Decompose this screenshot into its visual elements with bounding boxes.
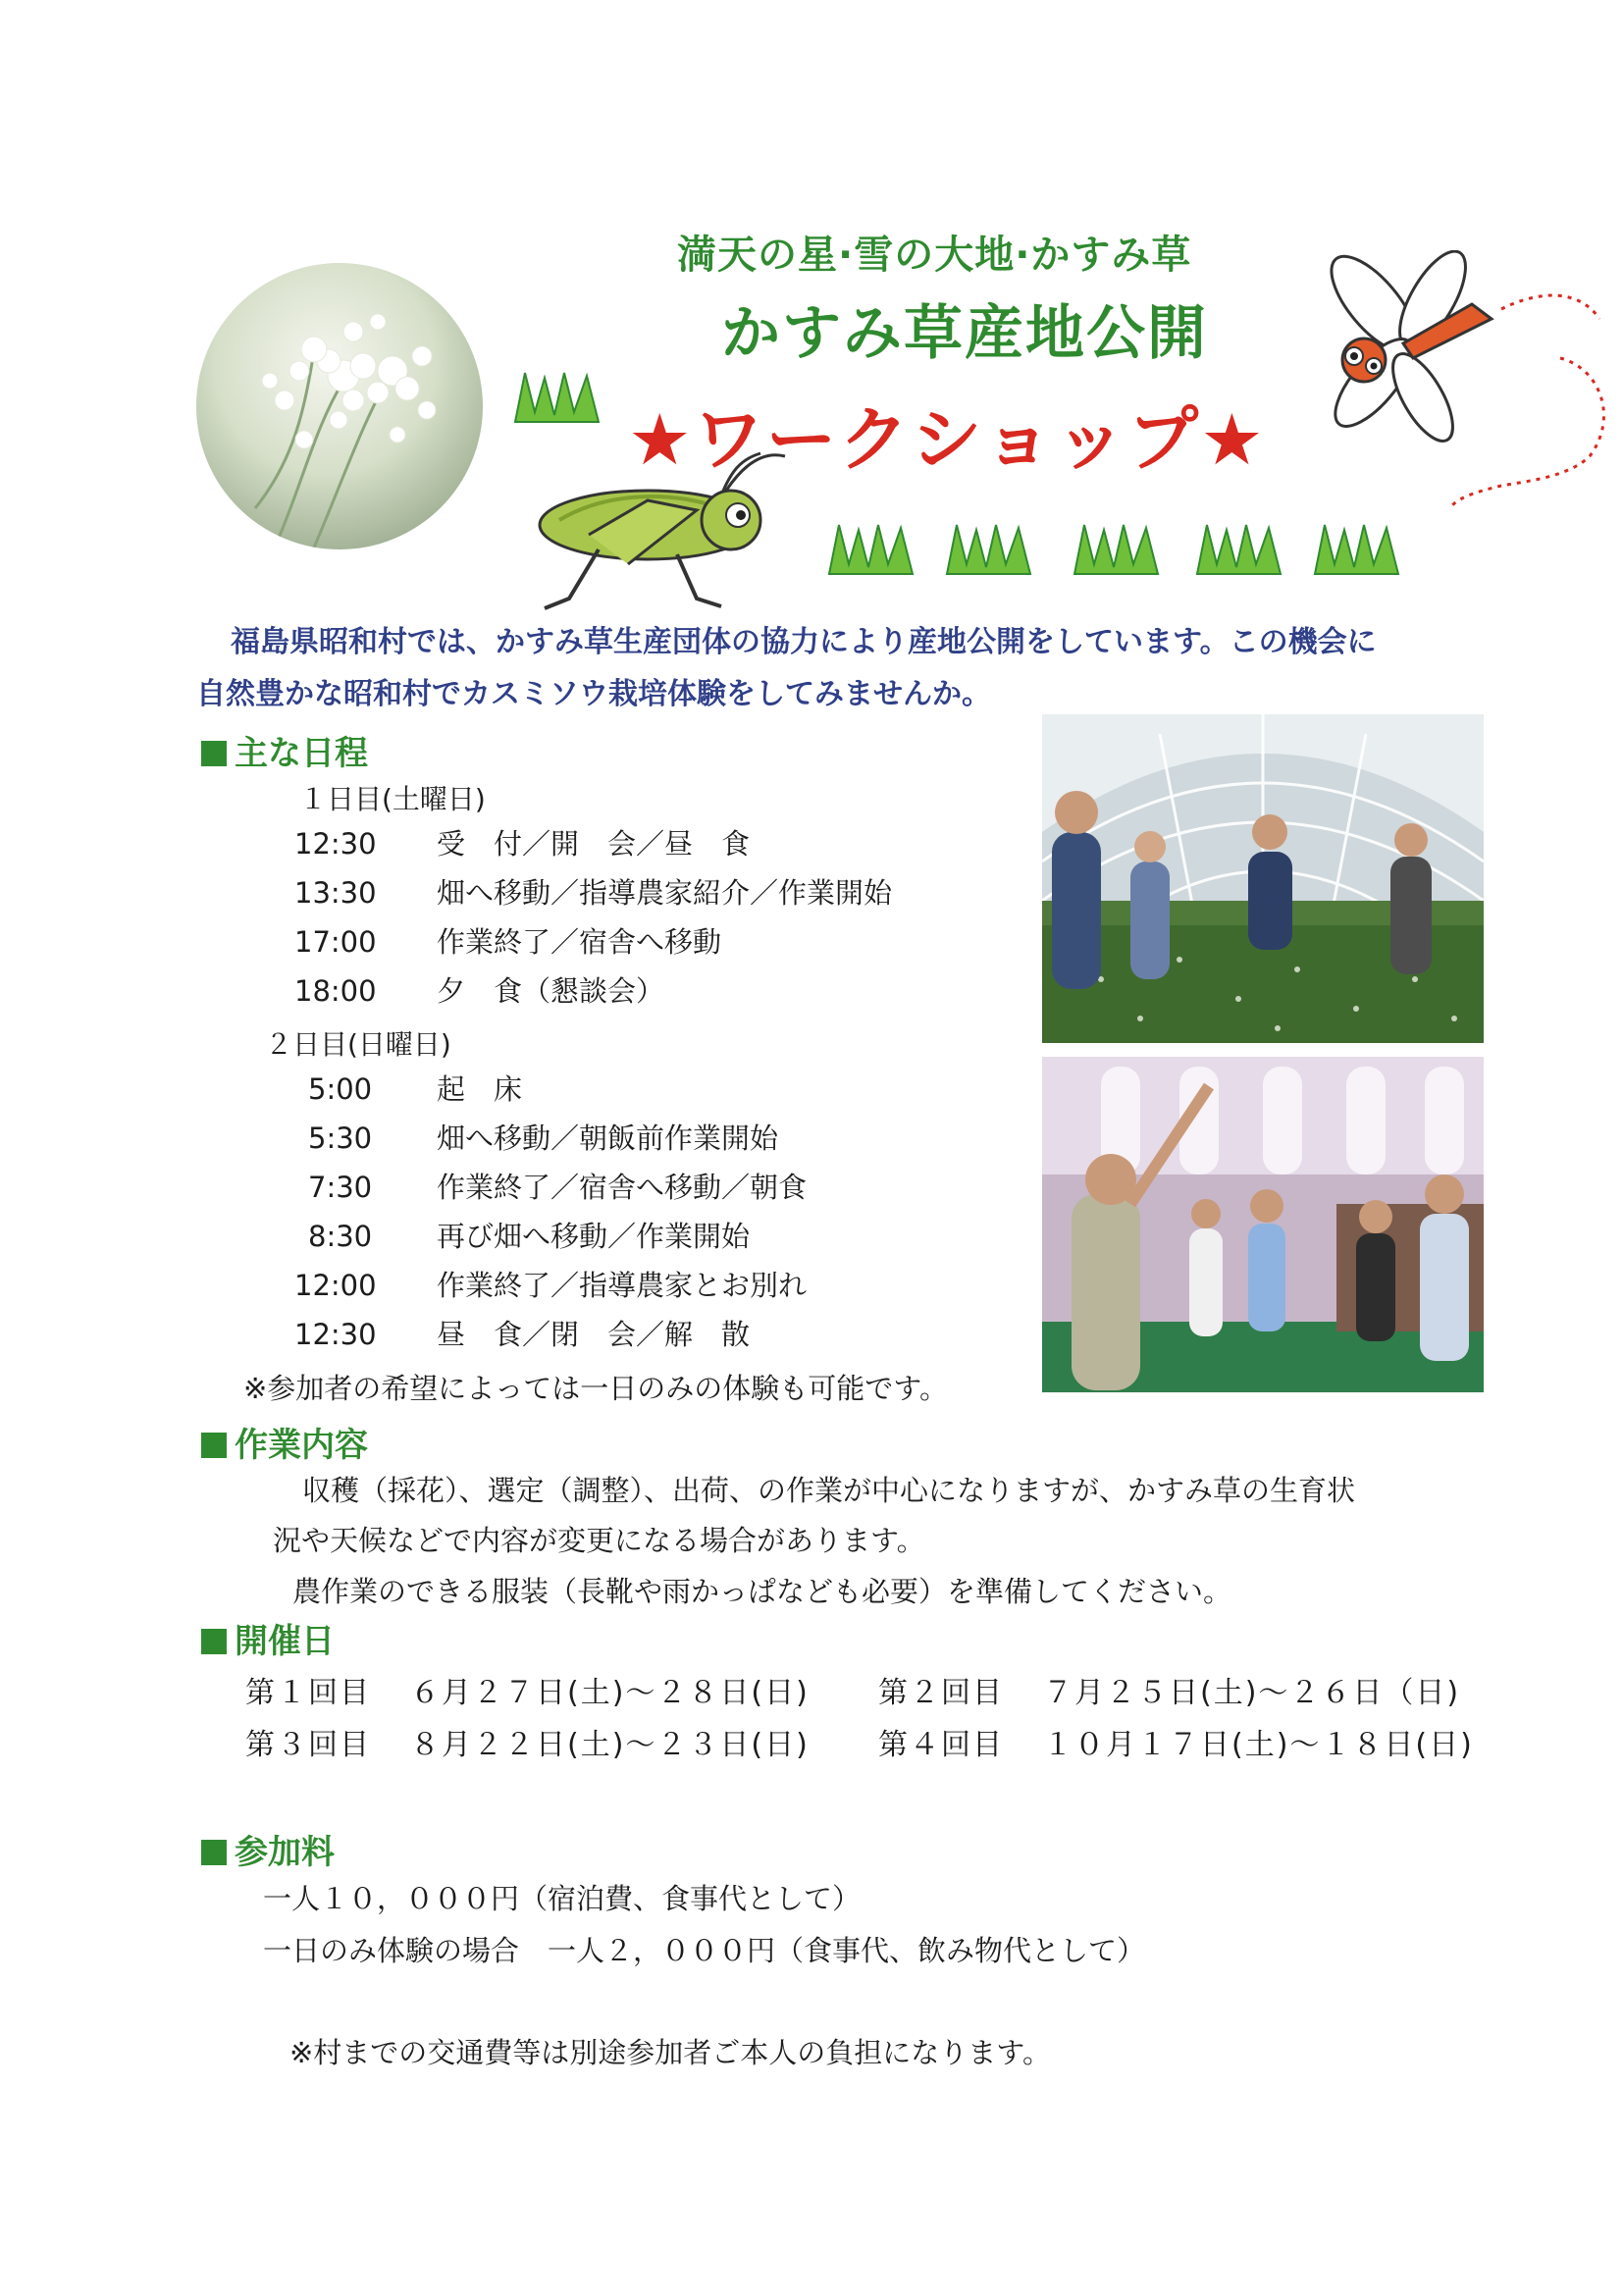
schedule-row: 7:30 作業終了／宿舎へ移動／朝食 xyxy=(308,1171,808,1204)
fee-line-1: 一人１０，０００円（宿泊費、食事代として） xyxy=(263,1882,862,1915)
grass-icon xyxy=(1070,520,1168,579)
date-item-4: 第４回目 １０月１７日(土)～１８日(日) xyxy=(878,1728,1474,1762)
schedule-row: 5:30 畑へ移動／朝飯前作業開始 xyxy=(308,1122,779,1155)
grass-icon xyxy=(1310,520,1408,579)
date-item-1: 第１回目 ６月２７日(土)～２８日(日) xyxy=(245,1676,810,1710)
date-item-2: 第２回目 ７月２５日(土)～２６日（日) xyxy=(878,1676,1461,1710)
intro-line-2: 自然豊かな昭和村でカスミソウ栽培体験をしてみませんか。 xyxy=(196,677,991,711)
day2-schedule xyxy=(294,1065,807,1359)
dates-heading: 開催日 xyxy=(201,1614,335,1662)
heading-square-icon xyxy=(201,741,227,766)
grass-icon xyxy=(1192,520,1290,579)
grasshopper-icon xyxy=(530,451,805,618)
schedule-row: 18:00 夕 食（懇談会） xyxy=(294,974,665,1008)
schedule-row: 5:00 起 床 xyxy=(308,1072,523,1106)
grass-icon xyxy=(824,520,922,579)
subtitle: 満天の星·雪の大地·かすみ草 xyxy=(677,233,1192,278)
page-title: かすみ草産地公開 xyxy=(721,299,1208,368)
schedule-row: 17:00 作業終了／宿舎へ移動 xyxy=(294,925,722,959)
schedule-heading: 主な日程 xyxy=(201,726,368,774)
grass-icon xyxy=(510,368,608,427)
intro-line-1: 福島県昭和村では、かすみ草生産団体の協力により産地公開をしています。この機会に xyxy=(231,625,1377,659)
day1-label: １日目(土曜日) xyxy=(299,783,486,815)
work-line-3: 農作業のできる服装（長靴や雨かっぱなども必要）を準備してください。 xyxy=(292,1575,1232,1608)
fee-line-2: 一日のみ体験の場合 一人２，０００円（食事代、飲み物代として） xyxy=(263,1934,1146,1967)
heading-square-icon xyxy=(201,1840,227,1865)
work-heading: 作業内容 xyxy=(201,1418,368,1466)
indoor-facility-image xyxy=(1042,1057,1484,1392)
footer-note: ※村までの交通費等は別途参加者ご本人の負担になります。 xyxy=(289,2036,1051,2069)
greenhouse-photo-1 xyxy=(1042,714,1484,1043)
day2-label: ２日目(日曜日) xyxy=(265,1028,451,1061)
day1-schedule xyxy=(294,819,892,1016)
work-line-2: 況や天候などで内容が変更になる場合があります。 xyxy=(273,1524,925,1557)
workshop-banner: ★ワークショップ★ xyxy=(628,398,1266,481)
heading-square-icon xyxy=(201,1433,227,1458)
fee-heading: 参加料 xyxy=(201,1825,335,1873)
date-item-3: 第３回目 ８月２２日(土)～２３日(日) xyxy=(245,1728,810,1762)
schedule-row: 13:30 畑へ移動／指導農家紹介／作業開始 xyxy=(294,876,893,910)
schedule-row: 12:30 昼 食／閉 会／解 散 xyxy=(294,1318,751,1351)
work-line-1: 収穫（採花）、選定（調整）、出荷、の作業が中心になりますが、かすみ草の生育状 xyxy=(302,1474,1356,1507)
schedule-row: 8:30 再び畑へ移動／作業開始 xyxy=(308,1220,751,1253)
intro-text xyxy=(196,616,1506,720)
schedule-row: 12:30 受 付／開 会／昼 食 xyxy=(294,827,751,861)
greenhouse-field-image xyxy=(1042,714,1484,1043)
dragonfly-icon xyxy=(1305,250,1619,545)
greenhouse-photo-2 xyxy=(1042,1057,1484,1392)
schedule-note: ※参加者の希望によっては一日のみの体験も可能です。 xyxy=(243,1372,948,1405)
gypsophila-illustration xyxy=(196,263,483,549)
schedule-row: 12:00 作業終了／指導農家とお別れ xyxy=(294,1269,808,1302)
heading-square-icon xyxy=(201,1629,227,1654)
gypsophila-photo xyxy=(196,263,483,549)
grass-icon xyxy=(942,520,1040,579)
